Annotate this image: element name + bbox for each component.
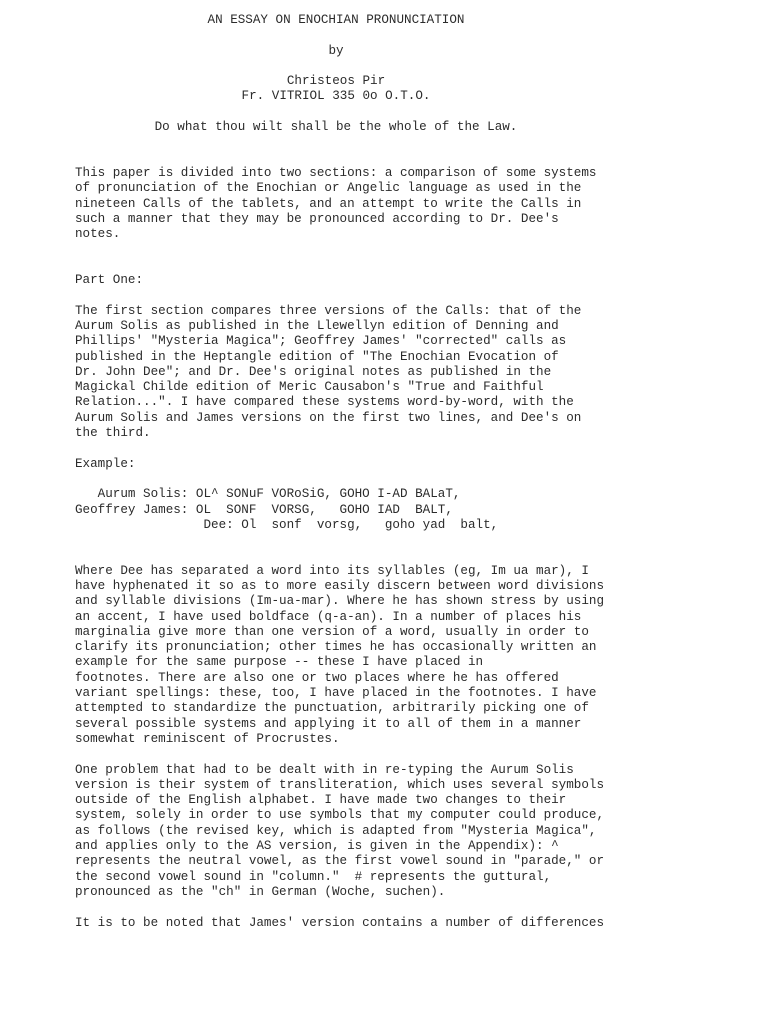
byline: by <box>328 43 344 58</box>
example-line: Aurum Solis: OL^ SONuF VORoSiG, GOHO I-AD BALaT, <box>75 487 461 502</box>
text-line: Phillips' "Mysteria Magica"; Geoffrey James' "corrected" calls as <box>75 334 567 349</box>
example-line: Dee: Ol sonf vorsg, goho yad balt, <box>75 517 499 532</box>
text-line: variant spellings: these, too, I have placed in the footnotes. I have <box>75 686 597 701</box>
text-line: as follows (the revised key, which is adapted from "Mysteria Magica", <box>75 823 597 838</box>
text-line: pronounced as the "ch" in German (Woche, suchen). <box>75 884 446 899</box>
text-line: Aurum Solis as published in the Llewellyn edition of Denning and <box>75 318 559 333</box>
text-line: One problem that had to be dealt with in re-typing the Aurum Solis <box>75 762 574 777</box>
dee-paragraph <box>75 564 755 748</box>
text-line: footnotes. There are also one or two places where he has offered <box>75 670 559 685</box>
text-line: example for the same purpose -- these I have placed in <box>75 655 484 670</box>
text-line: system, solely in order to use symbols that my computer could produce, <box>75 808 605 823</box>
text-line: published in the Heptangle edition of "The Enochian Evocation of <box>75 349 559 364</box>
text-line: marginalia give more than one version of a word, usually in order to <box>75 624 589 639</box>
example-heading: Example: <box>75 456 136 471</box>
text-line: Where Dee has separated a word into its syllables (eg, Im ua mar), I <box>75 563 589 578</box>
text-line: Relation...". I have compared these systems word-by-word, with the <box>75 395 574 410</box>
last-paragraph <box>75 916 755 931</box>
text-line: somewhat reminiscent of Procrustes. <box>75 731 340 746</box>
text-line: nineteen Calls of the tablets, and an attempt to write the Calls in <box>75 196 582 211</box>
text-line: This paper is divided into two sections: a comparison of some systems <box>75 165 597 180</box>
text-line: It is to be noted that James' version contains a number of differences <box>75 915 605 930</box>
text-line: Aurum Solis and James versions on the first two lines, and Dee's on <box>75 410 582 425</box>
intro-paragraph <box>75 166 755 242</box>
text-line: clarify its pronunciation; other times he has occasionally written an <box>75 640 597 655</box>
author-name: Christeos Pir <box>286 74 386 89</box>
text-line: notes. <box>75 227 121 242</box>
salutation: Do what thou wilt shall be the whole of the Law. <box>154 120 518 135</box>
text-line: the second vowel sound in "column." # represents the guttural, <box>75 869 552 884</box>
example-block <box>75 487 755 533</box>
part-one-paragraph <box>75 304 755 442</box>
text-line: the third. <box>75 426 151 441</box>
text-line: represents the neutral vowel, as the first vowel sound in "parade," or <box>75 854 605 869</box>
author-title: Fr. VITRIOL 335 0o O.T.O. <box>241 89 431 104</box>
document-page <box>75 13 755 931</box>
problem-paragraph <box>75 763 755 901</box>
text-line: have hyphenated it so as to more easily discern between word divisions <box>75 578 605 593</box>
text-line: The first section compares three versions of the Calls: that of the <box>75 303 582 318</box>
text-line: Dr. John Dee"; and Dr. Dee's original notes as published in the <box>75 364 552 379</box>
text-line: and applies only to the AS version, is given in the Appendix): ^ <box>75 839 559 854</box>
text-line: several possible systems and applying it to all of them in a manner <box>75 716 582 731</box>
text-line: and syllable divisions (Im-ua-mar). Where he has shown stress by using <box>75 594 605 609</box>
text-line: an accent, I have used boldface (q-a-an). In a number of places his <box>75 609 582 624</box>
text-line: outside of the English alphabet. I have made two changes to their <box>75 793 567 808</box>
text-line: attempted to standardize the punctuation, arbitrarily picking one of <box>75 701 589 716</box>
text-line: Magickal Childe edition of Meric Causabon's "True and Faithful <box>75 380 544 395</box>
example-line: Geoffrey James: OL SONF VORSG, GOHO IAD BALT, <box>75 502 453 517</box>
document-title: AN ESSAY ON ENOCHIAN PRONUNCIATION <box>207 13 465 27</box>
text-line: such a manner that they may be pronounced according to Dr. Dee's <box>75 211 559 226</box>
part-heading: Part One: <box>75 273 144 288</box>
text-line: of pronunciation of the Enochian or Angelic language as used in the <box>75 181 582 196</box>
text-line: version is their system of transliteration, which uses several symbols <box>75 777 605 792</box>
